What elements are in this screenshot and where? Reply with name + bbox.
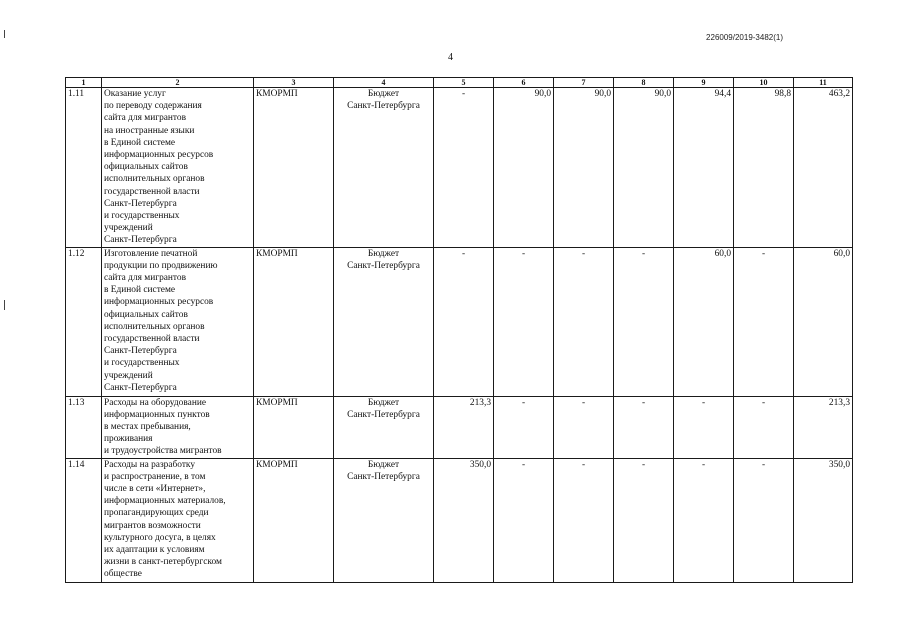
row-number: 1.11 — [66, 88, 102, 248]
row-description: Оказание услуг по переводу содержания сайта для мигрантов на иностранные языки в Единой системе информационных ресурсов официальных сайтов исполнительных органов государственной власти Санкт-Петербурга и государственных учреждений Санкт-Петербурга — [102, 88, 254, 248]
cell-col10: - — [734, 458, 794, 582]
row-number: 1.14 — [66, 458, 102, 582]
cell-col6: - — [494, 247, 554, 396]
column-header: 2 — [102, 78, 254, 88]
cell-col9: 60,0 — [674, 247, 734, 396]
cell-col6: - — [494, 396, 554, 458]
cell-col5: - — [434, 247, 494, 396]
table-row — [66, 396, 853, 458]
funding-source-text: Бюджет Санкт-Петербурга — [347, 459, 420, 482]
column-header: 10 — [734, 78, 794, 88]
cell-col7: - — [554, 396, 614, 458]
column-header: 8 — [614, 78, 674, 88]
cell-col11: 350,0 — [794, 458, 853, 582]
cell-col10: - — [734, 247, 794, 396]
budget-table — [65, 77, 853, 583]
cell-col6: - — [494, 458, 554, 582]
column-number-row — [66, 78, 853, 88]
row-description: Расходы на оборудование информационных пунктов в местах пребывания, проживания и трудоустройства мигрантов — [102, 396, 254, 458]
cell-col7: - — [554, 458, 614, 582]
cell-col5: 350,0 — [434, 458, 494, 582]
document-id: 226009/2019-3482(1) — [706, 33, 783, 42]
cell-col7: 90,0 — [554, 88, 614, 248]
row-description: Изготовление печатной продукции по продвижению сайта для мигрантов в Единой системе информационных ресурсов официальных сайтов исполнительных органов государственной власти Санкт-Петербурга и государственных учреждений Санкт-Петербурга — [102, 247, 254, 396]
column-header: 11 — [794, 78, 853, 88]
column-header: 4 — [334, 78, 434, 88]
cell-col11: 463,2 — [794, 88, 853, 248]
row-funding-source — [334, 247, 434, 396]
scan-edge-mark — [4, 30, 5, 38]
cell-col8: 90,0 — [614, 88, 674, 248]
row-number: 1.12 — [66, 247, 102, 396]
column-header: 5 — [434, 78, 494, 88]
table-row — [66, 88, 853, 248]
row-executor: КМОРМП — [254, 88, 334, 248]
cell-col8: - — [614, 458, 674, 582]
funding-source-text: Бюджет Санкт-Петербурга — [347, 248, 420, 271]
cell-col9: - — [674, 458, 734, 582]
row-funding-source — [334, 396, 434, 458]
cell-col6: 90,0 — [494, 88, 554, 248]
cell-col9: 94,4 — [674, 88, 734, 248]
table-row — [66, 247, 853, 396]
table-row — [66, 458, 853, 582]
column-header: 7 — [554, 78, 614, 88]
row-funding-source — [334, 458, 434, 582]
cell-col8: - — [614, 396, 674, 458]
row-executor: КМОРМП — [254, 396, 334, 458]
scan-edge-mark — [4, 300, 5, 310]
funding-source-text: Бюджет Санкт-Петербурга — [347, 397, 420, 420]
cell-col9: - — [674, 396, 734, 458]
row-executor: КМОРМП — [254, 247, 334, 396]
cell-col8: - — [614, 247, 674, 396]
cell-col5: - — [434, 88, 494, 248]
cell-col7: - — [554, 247, 614, 396]
column-header: 6 — [494, 78, 554, 88]
page-number: 4 — [448, 52, 453, 63]
funding-source-text: Бюджет Санкт-Петербурга — [347, 89, 420, 112]
cell-col11: 213,3 — [794, 396, 853, 458]
cell-col10: 98,8 — [734, 88, 794, 248]
cell-col10: - — [734, 396, 794, 458]
row-number: 1.13 — [66, 396, 102, 458]
column-header: 1 — [66, 78, 102, 88]
column-header: 9 — [674, 78, 734, 88]
column-header: 3 — [254, 78, 334, 88]
cell-col11: 60,0 — [794, 247, 853, 396]
cell-col5: 213,3 — [434, 396, 494, 458]
row-funding-source — [334, 88, 434, 248]
row-executor: КМОРМП — [254, 458, 334, 582]
row-description: Расходы на разработку и распространение, в том числе в сети «Интернет», информационных материалов, пропагандирующих среди мигрантов возможности культурного досуга, в целях их адаптации к условиям жизни в санкт-петербургском обществе — [102, 458, 254, 582]
